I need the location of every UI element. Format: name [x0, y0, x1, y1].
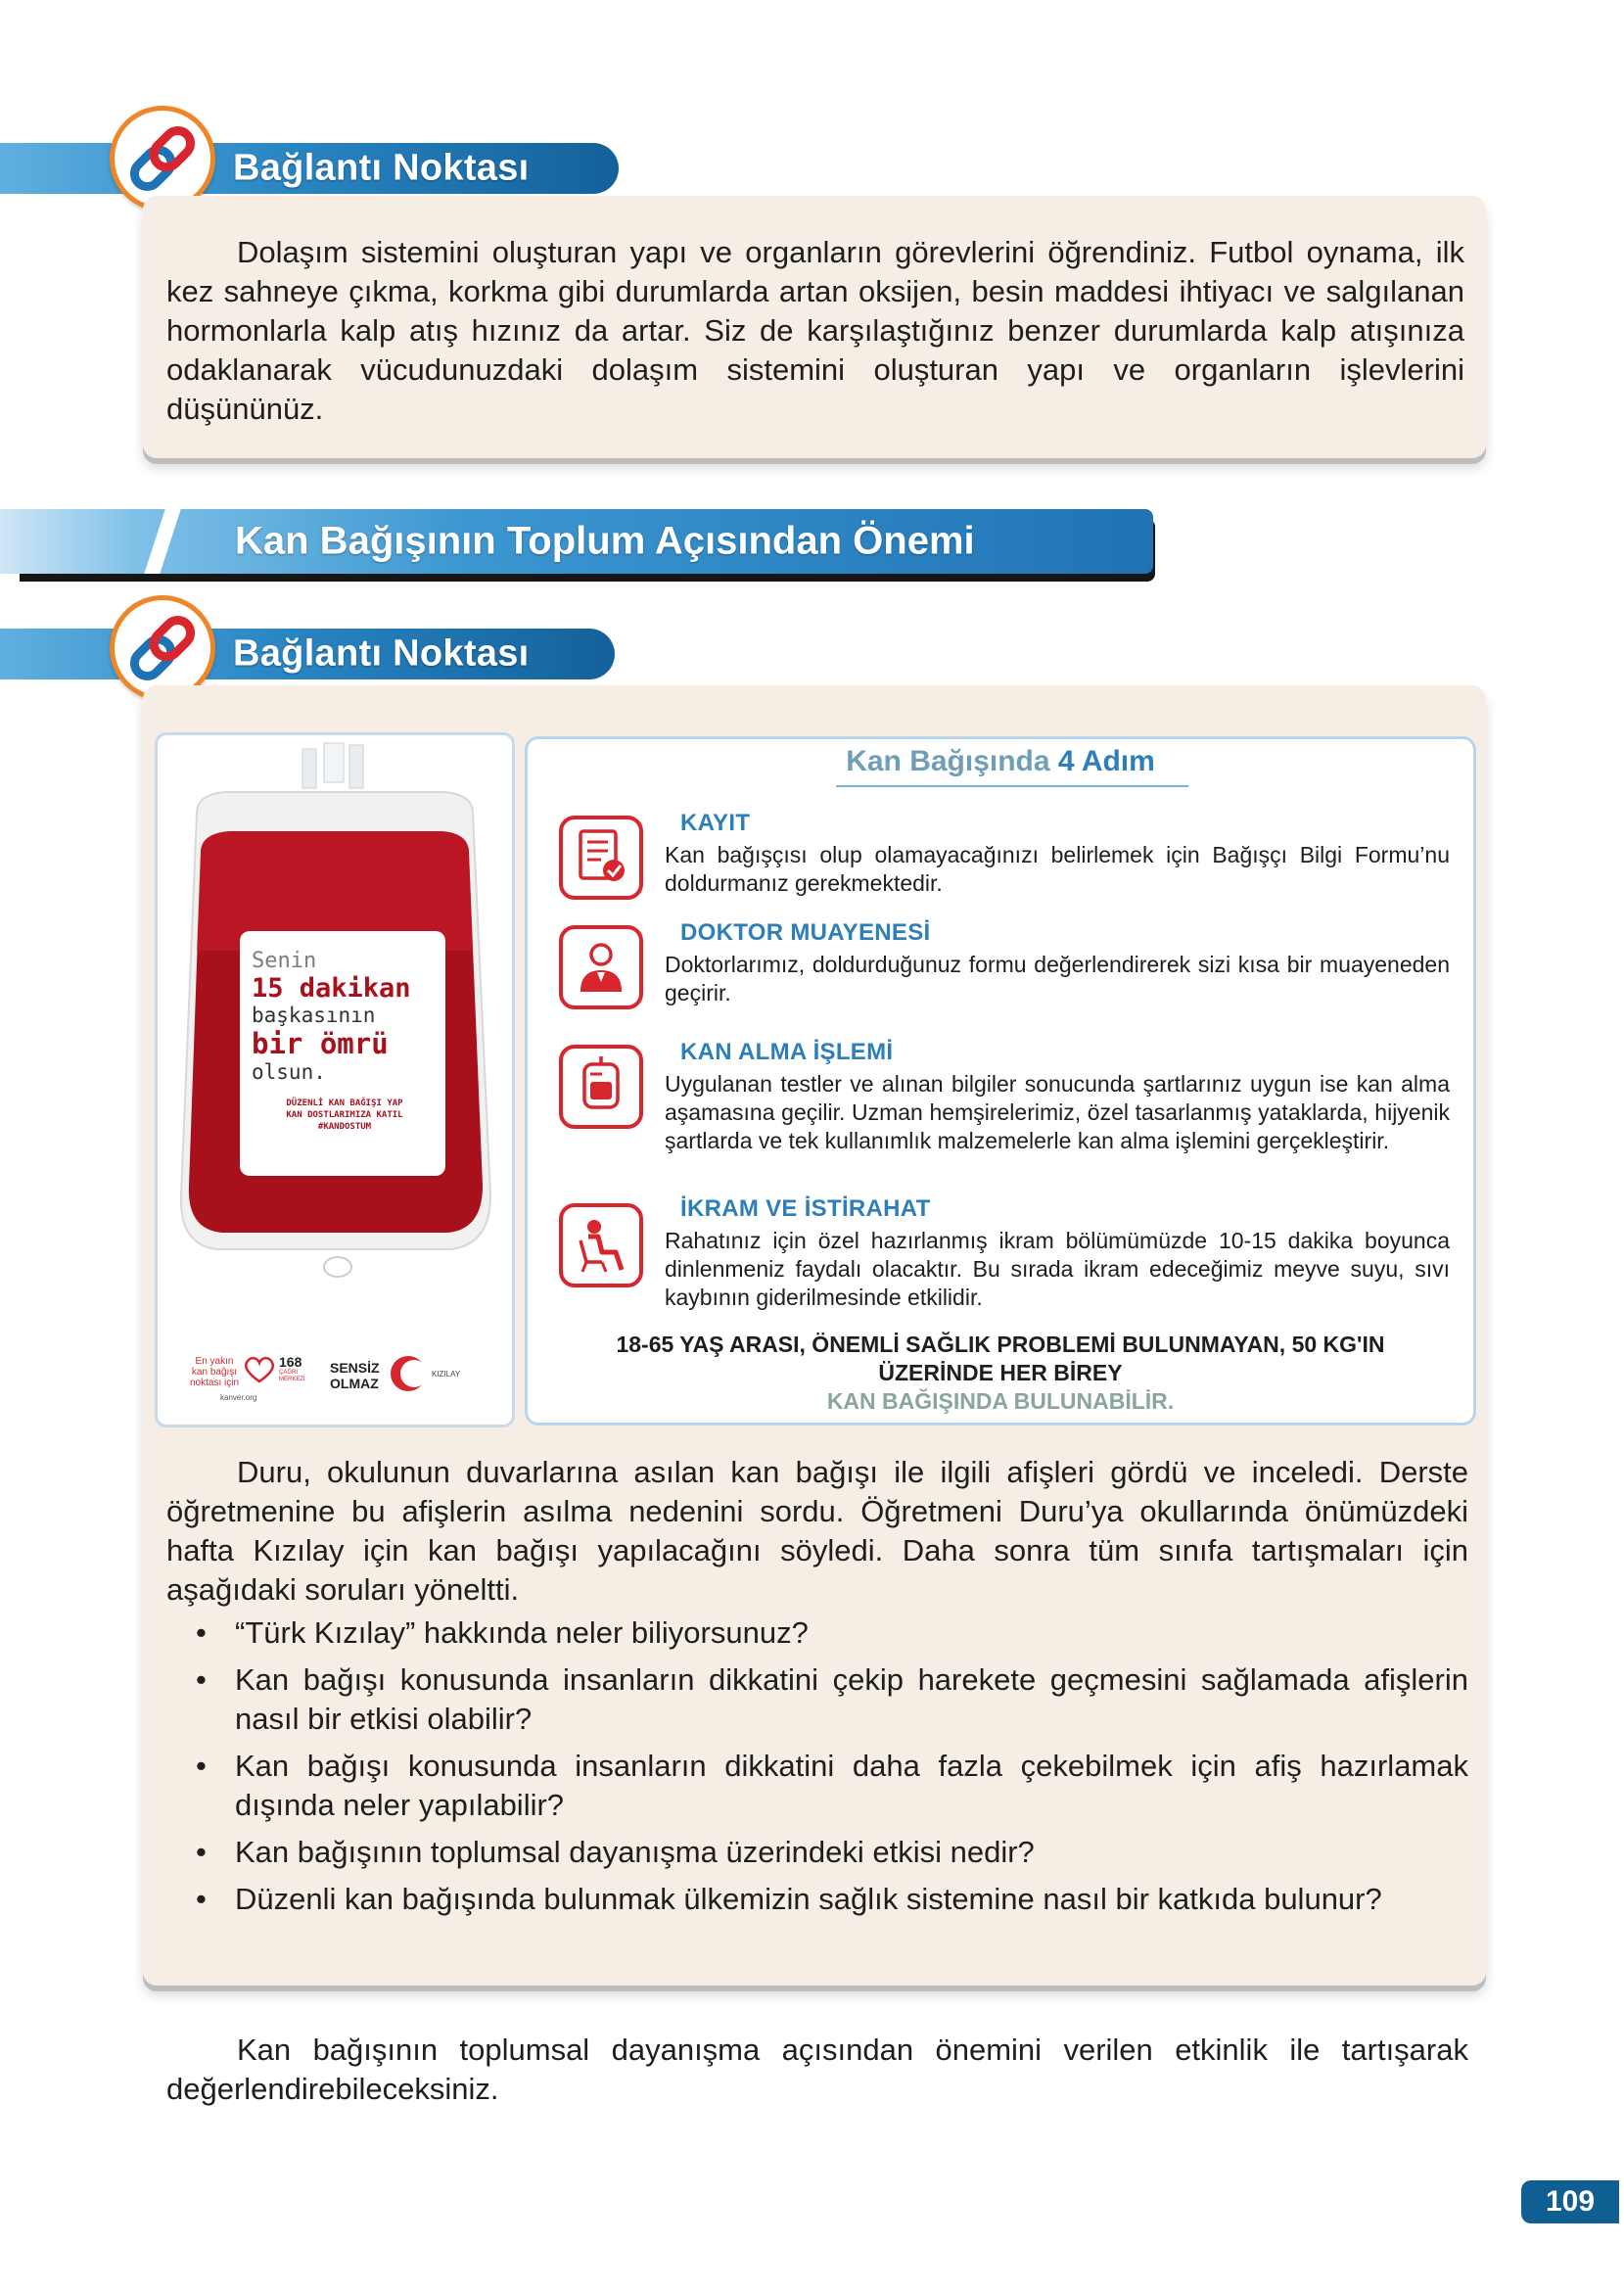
connection-header-1 — [0, 143, 619, 194]
step-text-kan-alma: Uygulanan testler ve alınan bilgiler sonucunda şartlarınız uygun ise kan alma aşamasına geçilir. Uzman hemşirelerimiz, özel tasarlanmış yataklarda, hijyenik şartlarda ve tek kullanımlık malzemelerle kan alma işlemini gerçekleştirir. — [665, 1071, 1450, 1153]
footer-left-2: kan bağışı — [191, 1367, 238, 1378]
step-text-doktor: Doktorlarımız, doldurduğunuz formu değerlendirerek sizi kısa bir muayeneden geçirir. — [665, 952, 1450, 1005]
step-title-doktor: DOKTOR MUAYENESİ — [680, 919, 931, 946]
list-item: • Düzenli kan bağışında bulunmak ülkemizin sağlık sistemine nasıl bir katkıda bulunur? — [166, 1880, 1468, 1919]
topic-header — [0, 509, 1153, 574]
blood-bag-icon — [559, 1045, 643, 1129]
poster-small-2: KAN DOSTLARIMIZA KATIL — [286, 1110, 403, 1120]
step-title-kan-alma: KAN ALMA İŞLEMİ — [680, 1039, 894, 1065]
poster-label — [252, 949, 438, 1133]
steps-title: Kan Bağışında 4 Adım — [846, 745, 1155, 777]
footer-olmaz: OLMAZ — [330, 1376, 379, 1391]
connection-text-1: Dolaşım sistemini oluşturan yapı ve organların görevlerini öğrendiniz. Futbol oynama, ilk kez sahneye çıkma, korkma gibi durumlarda artan oksijen, besin maddesi ihtiyacı ve salgılanan hormonlarla kalp atış hızınız da artar. Siz de karşılaştığınız benzer durumlarda kalp atışınıza odaklanarak vücudunuzdaki dolaşım sistemini oluşturan yapı ve organların işlevlerini düşününüz. — [166, 235, 1464, 426]
form-icon — [559, 816, 643, 900]
poster-line-1: Senin — [252, 949, 317, 973]
footer-url: kanver.org — [220, 1393, 257, 1402]
connection-box-1 — [143, 196, 1486, 458]
donation-steps-card — [525, 736, 1476, 1426]
page-number: 109 — [1521, 2180, 1619, 2223]
footer-left-1: En yakın — [195, 1356, 234, 1367]
list-item: • Kan bağışının toplumsal dayanışma üzerindeki etkisi nedir? — [166, 1833, 1468, 1872]
poster-small-3: #KANDOSTUM — [317, 1122, 372, 1132]
question-list — [166, 1613, 1468, 1927]
list-item: • Kan bağışı konusunda insanların dikkatini çekip harekete geçmesini sağlamada afişlerin nasıl bir etkisi olabilir? — [166, 1660, 1468, 1739]
footer-kizilay: KIZILAY — [432, 1370, 461, 1379]
kizilay-crescent-icon — [389, 1354, 428, 1393]
list-item: • “Türk Kızılay” hakkında neler biliyorsunuz? — [166, 1613, 1468, 1653]
footer-sensiz: SENSİZ — [330, 1360, 380, 1376]
poster-small-1: DÜZENLİ KAN BAĞIŞI YAP — [286, 1099, 403, 1108]
step-text-ikram: Rahatınız için özel hazırlanmış ikram bölümümüzde 10-15 dakika boyunca dinlenmeniz faydalı olacaktır. Bu sırada ikram edeceğimiz meyve suyu, sıvı kaybının giderilmesinde etkilidir. — [665, 1228, 1450, 1310]
doctor-icon — [559, 925, 643, 1009]
step-text-kayit: Kan bağışçısı olup olamayacağınızı belirlemek için Bağışçı Bilgi Formu’nu doldurmanız gerekmektedir. — [665, 842, 1450, 896]
footer-left-3: noktası için — [189, 1378, 240, 1388]
story-text: Duru, okulunun duvarlarına asılan kan bağışı ile ilgili afişleri gördü ve inceledi. Derste öğretmenine bu afişlerin asılma nedenini sordu. Öğretmeni Duru’ya okullarında önümüzdeki hafta Kızılay için kan bağışı yapılacağını söyledi. Daha sonra tüm sınıfa tartışmaları için aşağıdaki soruları yöneltti. — [166, 1455, 1468, 1607]
poster-line-3: başkasının — [252, 1004, 376, 1027]
poster-line-2: 15 dakikan — [252, 973, 411, 1004]
topic-heading: Kan Bağışının Toplum Açısından Önemi — [235, 519, 975, 563]
blood-donation-poster — [155, 732, 515, 1427]
poster-line-4: bir ömrü — [252, 1027, 389, 1060]
connection-header-2 — [0, 629, 615, 679]
step-title-ikram: İKRAM VE İSTİRAHAT — [680, 1195, 931, 1222]
rest-chair-icon — [559, 1203, 643, 1287]
list-item: • Kan bağışı konusunda insanların dikkatini daha fazla çekebilmek için afiş hazırlamak dışında neler yapılabilir? — [166, 1747, 1468, 1825]
poster-footer — [177, 1354, 500, 1413]
requirement-line-3: KAN BAĞIŞINDA BULUNABİLİR. — [826, 1388, 1175, 1414]
requirement-line-1: 18-65 YAŞ ARASI, ÖNEMLİ SAĞLIK PROBLEMİ BULUNMAYAN, 50 KG'IN — [616, 1332, 1385, 1357]
footer-168: 168 — [279, 1354, 302, 1370]
footer-call: ÇAĞRI MERKEZİ — [279, 1370, 305, 1382]
connection-heading-1: Bağlantı Noktası — [233, 147, 530, 189]
requirement-line-2: ÜZERİNDE HER BİREY — [878, 1360, 1123, 1385]
step-title-kayit: KAYIT — [680, 810, 751, 836]
heart-icon — [242, 1356, 277, 1383]
closing-text: Kan bağışının toplumsal dayanışma açısından önemini verilen etkinlik ile tartışarak değerlendirebileceksiniz. — [166, 2033, 1468, 2106]
poster-line-5: olsun. — [252, 1060, 326, 1084]
connection-heading-2: Bağlantı Noktası — [233, 632, 530, 675]
